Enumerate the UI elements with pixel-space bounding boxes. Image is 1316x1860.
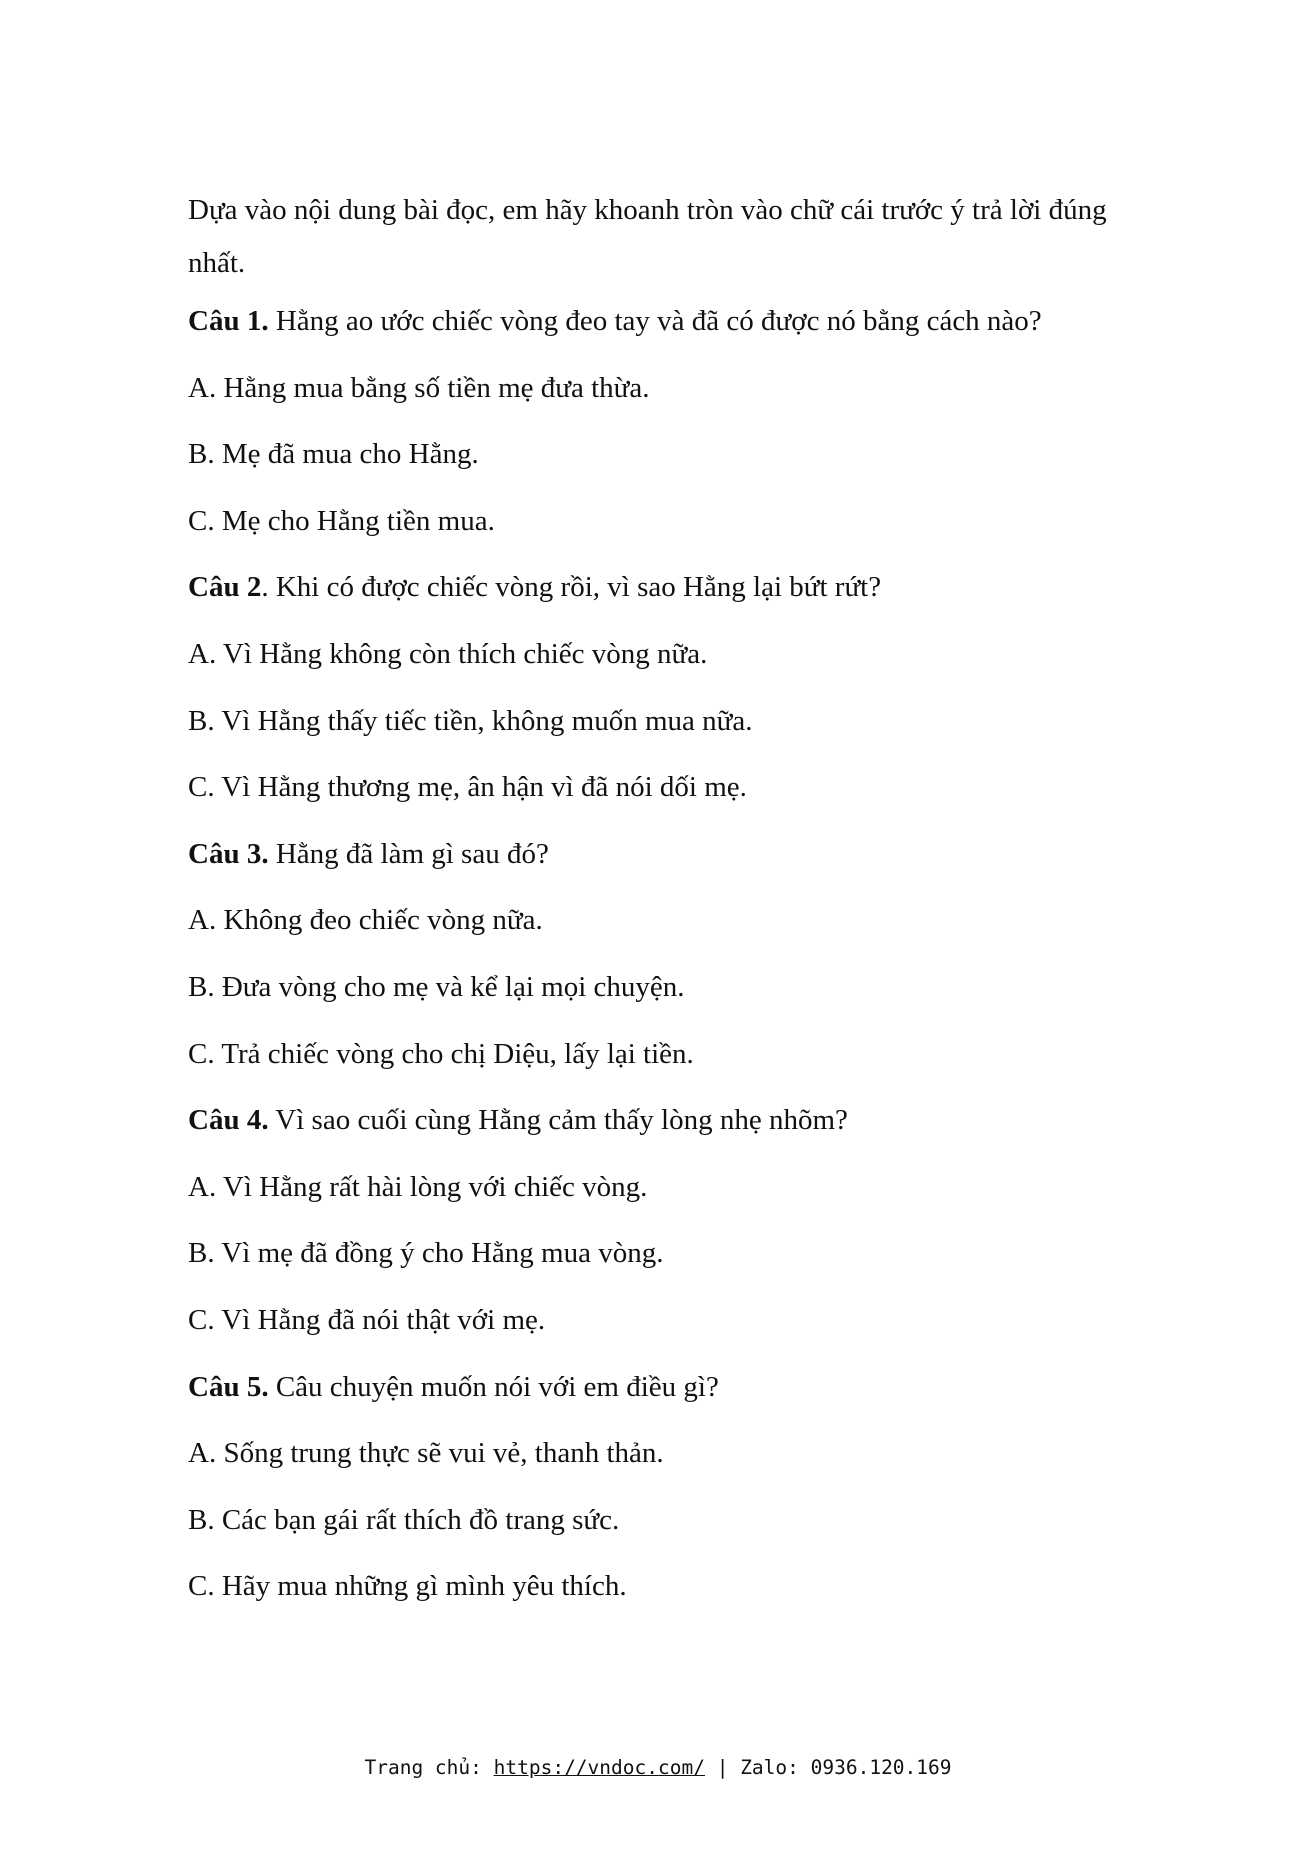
question-4-option-c: C. Vì Hằng đã nói thật với mẹ. [188,1303,546,1336]
footer-home-label: Trang chủ: [364,1756,494,1779]
question-1 [188,304,1148,538]
question-4-label: Câu 4. [188,1104,269,1137]
question-3-option-c: C. Trả chiếc vòng cho chị Diệu, lấy lại tiền. [188,1037,694,1070]
question-1-option-b: B. Mẹ đã mua cho Hằng. [188,438,479,471]
question-1-label: Câu 1. [188,305,269,337]
question-5-label: Câu 5. [188,1370,269,1403]
question-3-option-a: A. Không đeo chiếc vòng nữa. [188,904,543,937]
question-3-text: Hằng đã làm gì sau đó? [268,837,549,870]
question-3-option-b: B. Đưa vòng cho mẹ và kể lại mọi chuyện. [188,970,685,1003]
question-1-prompt [188,304,1148,338]
question-4 [188,1103,1148,1337]
question-5-text: Câu chuyện muốn nói với em điều gì? [268,1370,719,1403]
page-footer [0,1756,1316,1779]
question-2-option-b: B. Vì Hằng thấy tiếc tiền, không muốn mua nữa. [188,704,753,737]
question-1-text: Hằng ao ước chiếc vòng đeo tay và đã có được nó bằng cách nào? [268,305,1042,337]
question-4-text: Vì sao cuối cùng Hằng cảm thấy lòng nhẹ nhõm? [268,1104,848,1137]
question-2-text: . Khi có được chiếc vòng rồi, vì sao Hằng lại bứt rứt? [261,571,882,604]
question-3 [188,837,1148,1071]
question-5 [188,1370,1148,1604]
question-2-label: Câu 2 [188,571,262,604]
question-2-option-c: C. Vì Hằng thương mẹ, ân hận vì đã nói dối mẹ. [188,771,747,804]
instruction-text: Dựa vào nội dung bài đọc, em hãy khoanh tròn vào chữ cái trước ý trả lời đúng nhất. [188,194,1107,279]
footer-separator: | [704,1756,741,1779]
question-2-prompt [188,570,1148,604]
footer-home-link[interactable]: https://vndoc.com/ [493,1756,705,1779]
question-4-prompt [188,1103,1148,1137]
question-5-option-a: A. Sống trung thực sẽ vui vẻ, thanh thản. [188,1437,664,1470]
question-5-option-b: B. Các bạn gái rất thích đồ trang sức. [188,1503,620,1536]
question-5-option-c: C. Hãy mua những gì mình yêu thích. [188,1570,627,1603]
footer-zalo: Zalo: 0936.120.169 [740,1756,952,1779]
question-3-prompt [188,837,1148,871]
document-body [188,184,1148,1636]
question-2 [188,570,1148,804]
question-4-option-a: A. Vì Hằng rất hài lòng với chiếc vòng. [188,1170,648,1203]
question-1-option-a: A. Hằng mua bằng số tiền mẹ đưa thừa. [188,371,650,404]
question-4-option-b: B. Vì mẹ đã đồng ý cho Hằng mua vòng. [188,1237,664,1270]
question-2-option-a: A. Vì Hằng không còn thích chiếc vòng nữa. [188,637,708,670]
question-5-prompt [188,1370,1148,1404]
question-1-option-c: C. Mẹ cho Hằng tiền mua. [188,504,495,537]
question-3-label: Câu 3. [188,837,269,870]
